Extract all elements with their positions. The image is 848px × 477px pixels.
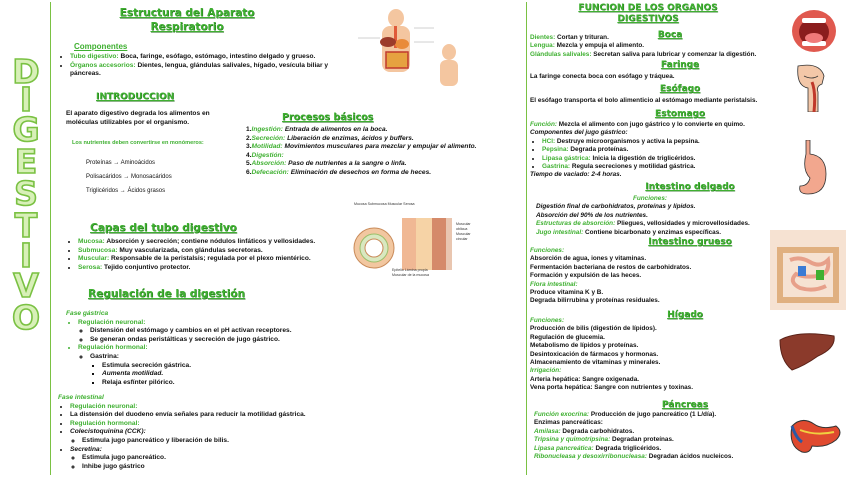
digestive-anatomy-figure (356, 8, 466, 88)
procesos-list (246, 126, 516, 178)
fase-gastrica-block: Fase gástrica • Regulación neuronal: ◦ Distensión del estómago y cambios en el pH activan receptores. ◦ Se generan ondas peristálticas y secreción de jugo gástrico. • Regulación hormonal: ◦ Gastrina: ▪ Estimula secreción gástrica. ▪ Aumenta motilidad. ▪ Relaja esfínter pilórico. (66, 310, 366, 387)
intro-note: Los nutrientes deben convertirse en monómeros: (72, 140, 204, 146)
list-item: 5.Absorción: Paso de nutrientes a la sangre o linfa. (246, 160, 407, 168)
delgado-block: Funciones: Digestión final de carbohidratos, proteínas y lípidos. Absorción del 90% de los nutrientes. Estructuras de absorción: Pliegues, vellosidades y microvellosidades. Jugo intestinal: Contiene bicarbonato y enzimas específicas. (536, 195, 750, 236)
layers-labels: Mucosa Submucosa Muscular Serosa (354, 202, 415, 206)
layers-labels-side: Muscular oblicua Muscular circular (456, 222, 471, 241)
conversion-item: Polisacáridos → Monosacáridos (86, 174, 172, 180)
conversion-item: Triglicéridos → Ácidos grasos (86, 188, 166, 194)
layers-labels-bottom: Epitelio Lámina propia Muscular de la mucosa (392, 268, 429, 277)
side-letter: T (14, 206, 38, 245)
page-title: Estructura del Aparato Respiratorio (119, 7, 255, 33)
list-item: 1.Ingestión: Entrada de alimentos en la boca. (246, 126, 388, 133)
boca-list: Dientes: Cortan y trituran. Lengua: Mezcla y empuja el alimento. Glándulas salivales: Secretan saliva para lubricar y comenzar la digestión. (530, 34, 757, 58)
side-letter: E (14, 142, 38, 181)
side-letter: I (19, 80, 33, 119)
faringe-heading: Faringe (660, 60, 700, 70)
list-item: 4.Digestión: (246, 151, 284, 159)
list-item: 6.Defecación: Eliminación de desechos en forma de heces. (246, 168, 432, 176)
side-letter: V (13, 266, 39, 305)
liver-icon (778, 330, 836, 374)
grueso-block: Funciones: Absorción de agua, iones y vitaminas. Fermentación bacteriana de restos de carbohidratos. Formación y expulsión de las heces. Flora intestinal: Produce vitamina K y B. Degrada bilirrubina y proteínas residuales. (530, 247, 692, 305)
functions-title: FUNCION DE LOS ORGANOS DIGESTIVOS (578, 3, 718, 24)
divider (50, 2, 51, 475)
pancreas-block: Función exocrina: Producción de jugo pancreático (1 L/día). Enzimas pancreáticas: Amilasa: Degrada carbohidratos. Tripsina y quimotripsina: Degradan proteínas. Lipasa pancreática: Degrada triglicéridos. Ribonucleasa y desoxirribonucleasa: Degradan ácidos nucleicos. (534, 411, 734, 461)
conversion-list (86, 156, 172, 198)
fase-intestinal-block: Fase intestinal • Regulación neuronal: • La distensión del duodeno envía señales para reducir la motilidad gástrica. • Regulación hormonal: • Colecistoquinina (CCK): ◦ Estimula jugo pancreático y liberación de bilis. • Secretina: ◦ Estimula jugo pancreático. ◦ Inhibe jugo gástrico (58, 394, 358, 471)
list-item: 3.Motilidad: Movimientos musculares para mezclar y empujar el alimento. (246, 143, 477, 151)
faringe-text: La faringe conecta boca con esófago y tráquea. (530, 73, 675, 80)
boca-heading: Boca (657, 30, 683, 40)
list-item: • Submucosa: Muy vascularizada, con glándulas secretoras. (78, 247, 346, 256)
capas-list (66, 238, 346, 272)
intro-heading: INTRODUCCION (96, 92, 175, 102)
side-letter: O (11, 298, 41, 337)
pharynx-icon (790, 62, 840, 112)
list-item: • Órganos accesorios: Dientes, lengua, glándulas salivales, hígado, vesícula biliar y páncreas. (70, 62, 358, 79)
list-item: • Regulación hormonal: ◦ Gastrina: ▪ Estimula secreción gástrica. ▪ Aumenta motilidad. ▪ Relaja esfínter pilórico. (78, 344, 366, 387)
list-item: • Muscular: Responsable de la peristalsis; regulada por el plexo mientérico. (78, 255, 346, 264)
higado-heading: Hígado (667, 310, 703, 320)
side-letter: S (14, 174, 38, 213)
mouth-icon (790, 8, 838, 54)
divider (526, 2, 527, 475)
list-item: • Regulación neuronal: ◦ Distensión del estómago y cambios en el pH activan receptores. ◦ Se generan ondas peristálticas y secreción de jugo gástrico. (78, 319, 366, 345)
intro-text: El aparato digestivo degrada los alimentos en moléculas utilizables por el organismo. (66, 110, 210, 126)
capas-heading: Capas del tubo digestivo (90, 222, 237, 234)
estomago-heading: Estomago (654, 109, 706, 119)
list-item: • Regulación hormonal: (70, 420, 358, 429)
side-title-column (0, 0, 52, 477)
procesos-heading: Procesos básicos (282, 112, 374, 123)
side-letter: I (19, 236, 33, 275)
higado-block: Funciones: Producción de bilis (digestión de lípidos). Regulación de glucemia. Metabolismo de lípidos y proteínas. Desintoxicación de fármacos y hormonas. Almacenamiento de vitaminas y minerales. Irrigación: Arteria hepática: Sangre oxigenada. Vena porta hepática: Sangre con nutrientes y toxinas. (530, 317, 694, 392)
delgado-heading: Intestino delgado (645, 182, 735, 192)
side-letter: G (12, 110, 40, 149)
side-letter: D (12, 52, 40, 91)
intestine-icon (770, 230, 846, 310)
regulacion-heading: Regulación de la digestión (88, 288, 245, 300)
componentes-heading: Componentes (74, 42, 128, 51)
estomago-block: Función: Mezcla el alimento con jugo gástrico y lo convierte en quimo. Componentes del jugo gástrico: • HCl: Destruye microorganismos y activa la pepsina. • Pepsina: Degrada proteínas. • Lipasa gástrica: Inicia la digestión de triglicéridos. • Gastrina: Regula secreciones y motilidad gástrica. Tiempo de vaciado: 2-4 horas. (530, 121, 770, 180)
anatomy-icon (356, 8, 466, 88)
esofago-heading: Esófago (659, 84, 701, 94)
list-item: • La distensión del duodeno envía señales para reducir la motilidad gástrica. (70, 411, 358, 420)
list-item: • Serosa: Tejido conjuntivo protector. (78, 264, 346, 273)
list-item: • Regulación neuronal: (70, 403, 358, 412)
list-item: • Colecistoquinina (CCK): ◦ Estimula jugo pancreático y liberación de bilis. (70, 428, 358, 445)
grueso-heading: Intestino grueso (648, 237, 732, 247)
conversion-item: Proteínas → Aminoácidos (86, 160, 156, 166)
list-item: • Mucosa: Absorción y secreción; contiene nódulos linfáticos y vellosidades. (78, 238, 346, 247)
list-item: • Secretina: ◦ Estimula jugo pancreático. ◦ Inhibe jugo gástrico (70, 446, 358, 472)
pancreas-icon (786, 412, 844, 462)
list-item: 2.Secreción: Liberación de enzimas, ácidos y buffers. (246, 134, 414, 142)
stomach-icon (792, 140, 832, 200)
componentes-list (58, 53, 358, 79)
pancreas-heading: Páncreas (661, 400, 709, 410)
esofago-text: El esófago transporta el bolo alimenticio al estómago mediante peristalsis. (530, 97, 758, 104)
list-item: • Tubo digestivo: Boca, faringe, esófago, estómago, intestino delgado y grueso. (70, 53, 358, 62)
